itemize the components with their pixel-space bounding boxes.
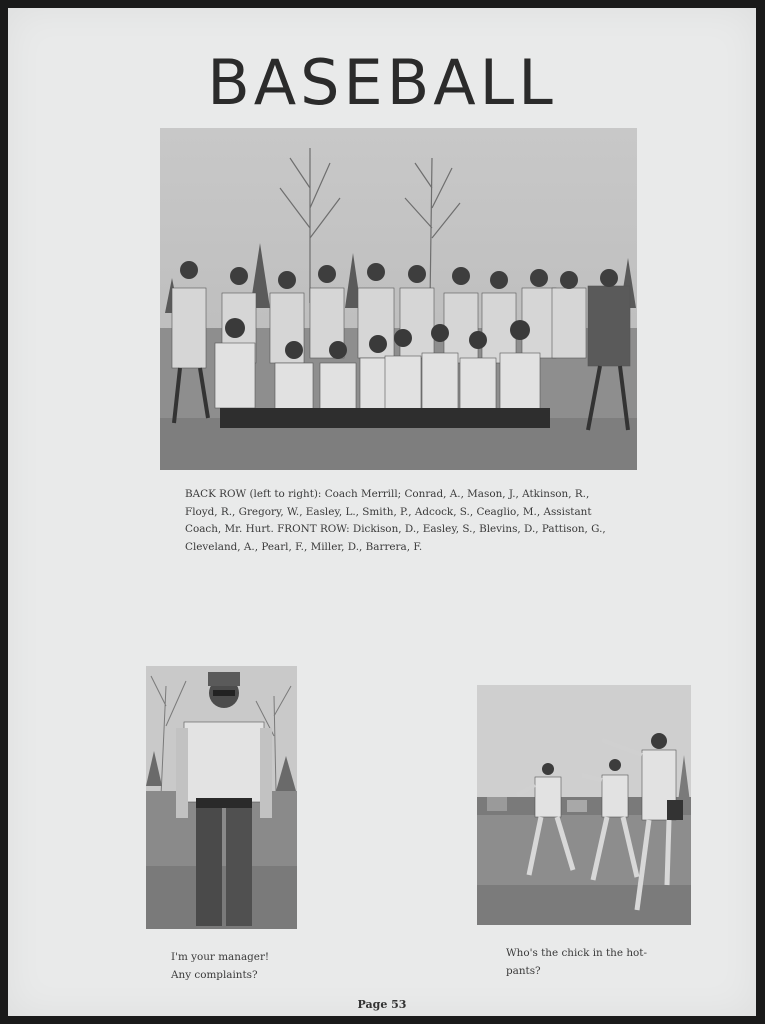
manager-photo bbox=[146, 666, 297, 929]
action-photo-caption: Who's the chick in the hot-pants? bbox=[506, 947, 647, 977]
yearbook-page bbox=[8, 8, 756, 1016]
team-photo bbox=[160, 128, 637, 470]
manager-photo-caption: I'm your manager! Any complaints? bbox=[171, 951, 270, 981]
page-title: BASEBALL bbox=[207, 46, 557, 119]
team-photo-caption: BACK ROW (left to right): Coach Merrill; Conrad, A., Mason, J., Atkinson, R., Floyd, R., Gregory, W., Easley, L., Smith, P., Adcock, S., Ceaglio, M., Assistant Coach, Mr. Hurt. FRONT ROW: Dickison, D., Easley, S., Blevins, D., Pattison, G., Cleveland, A., Pearl, F., Miller, D., Barrera, F. bbox=[185, 488, 606, 553]
action-photo bbox=[477, 685, 691, 925]
page-number: Page 53 bbox=[357, 998, 407, 1011]
